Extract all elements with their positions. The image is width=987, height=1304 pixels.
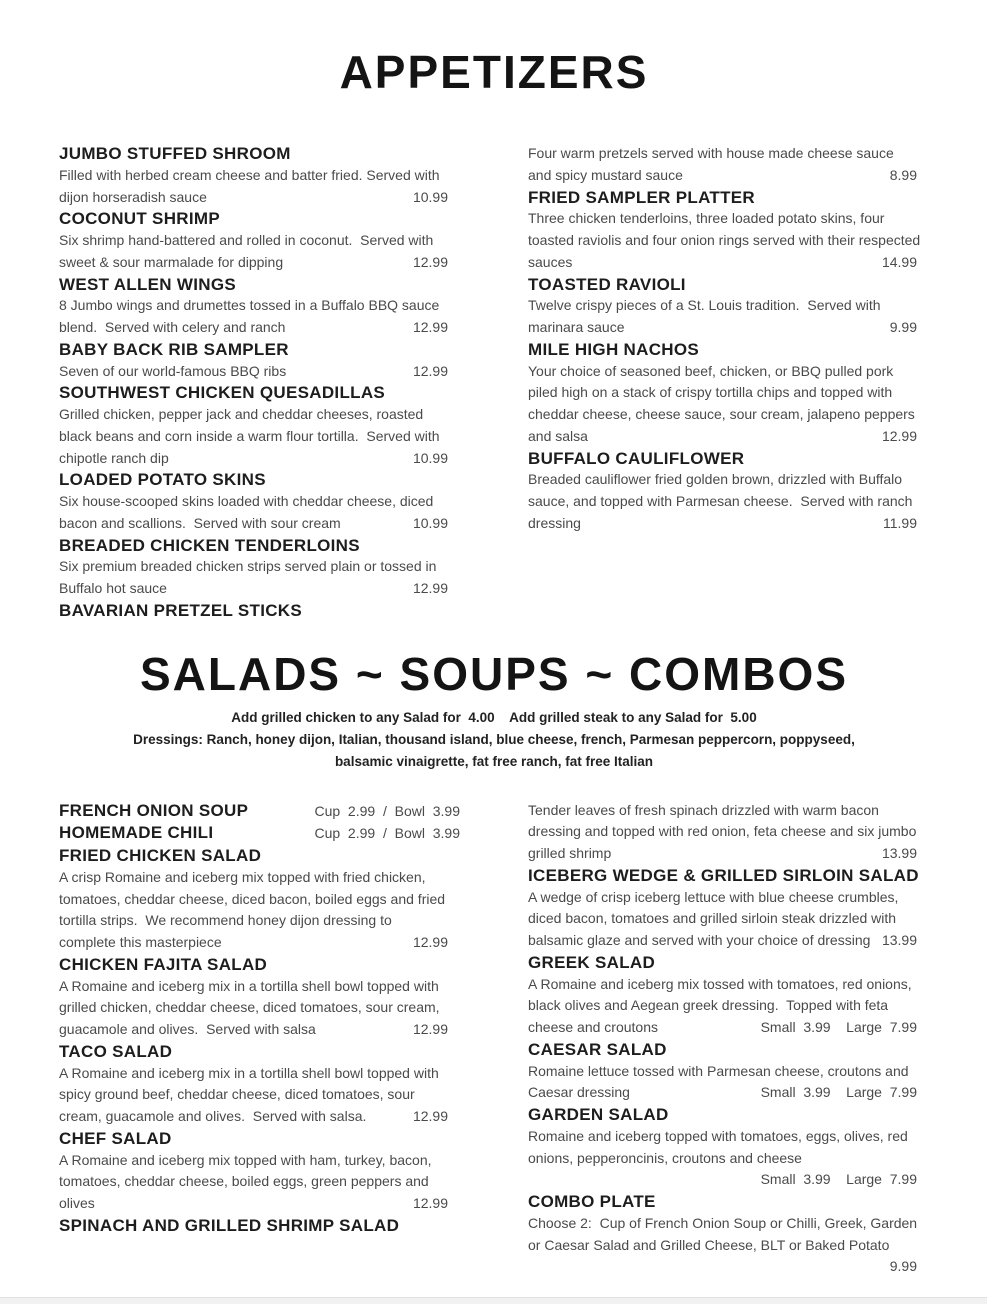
item-description-text: A wedge of crisp iceberg lettuce with blue cheese crumbles,	[528, 888, 899, 905]
item-description-line	[528, 208, 929, 230]
item-description-line	[528, 843, 929, 865]
page-bottom-strip	[0, 1297, 987, 1304]
item-description-text: Buffalo hot sauce	[59, 580, 167, 596]
item-price: 9.99	[889, 1258, 917, 1275]
menu-item	[59, 535, 460, 600]
item-description-text: Four warm pretzels served with house made cheese sauce	[528, 145, 894, 161]
item-description-line	[59, 932, 460, 954]
item-description-text: guacamole and olives. Served with salsa	[59, 1021, 316, 1037]
item-description-text: black beans and corn inside a warm flour tortilla. Served with	[59, 427, 440, 444]
item-description-line	[59, 1063, 460, 1085]
item-description-text: sweet & sour marmalade for dipping	[59, 253, 284, 270]
item-description-line	[59, 1106, 460, 1128]
item-description-line	[59, 187, 460, 209]
menu-item	[59, 1215, 460, 1237]
item-name: CHICKEN FAJITA SALAD	[59, 954, 268, 974]
item-heading	[59, 143, 460, 165]
item-description-text: A Romaine and iceberg mix in a tortilla shell bowl topped with	[59, 977, 439, 994]
item-name: CHEF SALAD	[59, 1128, 172, 1148]
item-description-text: piled high on a stack of crispy tortilla chips and topped with	[528, 384, 893, 401]
item-description-line	[59, 165, 460, 187]
item-description-text: onions, pepperoncinis, croutons and cheese	[528, 1149, 802, 1166]
item-description-line	[528, 930, 929, 952]
item-description-text: complete this masterpiece	[59, 934, 222, 950]
item-name: HOMEMADE CHILI	[59, 823, 214, 843]
item-heading	[528, 1191, 929, 1213]
menu-item	[528, 1039, 929, 1104]
item-name: CAESAR SALAD	[528, 1039, 667, 1059]
menu-column-right	[528, 143, 929, 622]
item-name: SPINACH AND GRILLED SHRIMP SALAD	[59, 1215, 400, 1235]
item-description-line	[59, 578, 460, 600]
item-description-line	[528, 1061, 929, 1083]
item-heading	[59, 382, 460, 404]
menu-item	[528, 274, 929, 339]
item-price: 12.99	[412, 934, 448, 950]
item-heading	[528, 339, 929, 361]
item-name: BUFFALO CAULIFLOWER	[528, 448, 745, 468]
item-heading	[59, 469, 460, 491]
item-price: 12.99	[412, 253, 448, 270]
item-description-line	[528, 513, 929, 535]
item-heading	[59, 845, 460, 867]
item-description-line	[59, 448, 460, 470]
menu-item	[59, 339, 460, 383]
item-price: 9.99	[889, 319, 917, 335]
item-name: FRIED CHICKEN SALAD	[59, 846, 262, 865]
item-name: BABY BACK RIB SAMPLER	[59, 339, 289, 359]
menu-item	[528, 448, 929, 535]
item-price: 12.99	[412, 319, 448, 335]
item-heading	[59, 339, 460, 361]
item-heading	[528, 1039, 929, 1061]
menu-column-left	[59, 143, 460, 622]
menu-item	[59, 143, 460, 208]
item-name: BREADED CHICKEN TENDERLOINS	[59, 535, 360, 555]
item-description-text: Tender leaves of fresh spinach drizzled with warm bacon	[528, 801, 879, 818]
item-description-line	[59, 295, 460, 317]
item-name: JUMBO STUFFED SHROOM	[59, 144, 291, 163]
item-heading	[59, 822, 460, 845]
item-heading	[528, 1104, 929, 1126]
item-description-line	[59, 1084, 460, 1106]
item-description-text: Breaded cauliflower fried golden brown, drizzled with Buffalo	[528, 471, 903, 488]
item-name: WEST ALLEN WINGS	[59, 274, 236, 294]
salads-title: SALADS ~ SOUPS ~ COMBOS	[139, 647, 848, 700]
item-price: Cup 2.99 / Bowl 3.99	[314, 802, 460, 819]
appetizers-columns	[59, 143, 929, 622]
item-description-line	[528, 382, 929, 404]
item-name: LOADED POTATO SKINS	[59, 470, 266, 490]
menu-item	[59, 845, 460, 954]
item-description-text: Six premium breaded chicken strips served plain or tossed in	[59, 558, 437, 575]
menu-item	[528, 339, 929, 448]
menu-item	[59, 1128, 460, 1215]
item-description-text: A Romaine and iceberg mix topped with ham, turkey, bacon,	[59, 1151, 432, 1168]
item-description-line	[528, 143, 929, 165]
menu-item	[528, 1191, 929, 1278]
item-description-text: toasted raviolis and four onion rings served with their respected	[528, 232, 921, 248]
item-description-line	[528, 469, 929, 491]
item-description-line	[528, 887, 929, 909]
item-description-text: Twelve crispy pieces of a St. Louis tradition. Served with	[528, 297, 881, 314]
item-description-line	[59, 426, 460, 448]
item-description-line	[59, 1193, 460, 1215]
item-name: COMBO PLATE	[528, 1192, 656, 1211]
item-description-text: 8 Jumbo wings and drumettes tossed in a Buffalo BBQ sauce	[59, 297, 440, 314]
item-description-text: tortilla strips. We recommend honey dijon dressing to	[59, 912, 392, 929]
item-description-line	[59, 889, 460, 911]
item-description-line	[528, 361, 929, 383]
item-description-line	[528, 230, 929, 252]
item-description-text: Your choice of seasoned beef, chicken, or BBQ pulled pork	[528, 362, 894, 379]
item-description-text: olives	[59, 1195, 95, 1211]
menu-item	[59, 822, 460, 845]
item-description-text: cheddar cheese, cheese sauce, sour cream, jalapeno peppers	[528, 406, 915, 422]
item-price: 12.99	[412, 1021, 448, 1037]
item-description-text: Three chicken tenderloins, three loaded potato skins, four	[528, 210, 885, 227]
item-description-line	[59, 976, 460, 998]
item-description-text: balsamic glaze and served with your choice of dressing	[528, 932, 871, 948]
item-description-text: Grilled chicken, pepper jack and cheddar cheeses, roasted	[59, 406, 424, 422]
item-price: 13.99	[881, 932, 917, 948]
item-description-text: or Caesar Salad and Grilled Cheese, BLT or Baked Potato	[528, 1236, 890, 1253]
item-heading	[59, 208, 460, 230]
item-description-text: bacon and scallions. Served with sour cream	[59, 514, 341, 531]
item-description-line	[59, 361, 460, 383]
menu-item	[59, 1041, 460, 1128]
menu-item	[59, 274, 460, 339]
item-description-line	[528, 821, 929, 843]
item-description-text: chipotle ranch dip	[59, 449, 169, 466]
item-description-line	[59, 317, 460, 339]
item-heading	[59, 274, 460, 296]
item-description-line	[528, 491, 929, 513]
item-heading	[59, 800, 460, 823]
item-heading	[528, 952, 929, 974]
item-description-line	[59, 867, 460, 889]
item-description-text: Filled with herbed cream cheese and batter fried. Served with	[59, 166, 440, 183]
item-description-line	[528, 165, 929, 187]
item-description-line	[528, 1082, 929, 1104]
menu-column-left	[59, 800, 460, 1279]
item-heading	[528, 187, 929, 209]
item-description-line	[59, 997, 460, 1019]
item-description-text: tomatoes, cheddar cheese, diced bacon, boiled eggs and fried	[59, 890, 446, 907]
item-price: 12.99	[412, 580, 448, 596]
item-description-line	[528, 800, 929, 822]
item-description-line	[528, 1169, 929, 1191]
item-description-line	[528, 1235, 929, 1257]
item-description-line	[528, 426, 929, 448]
item-description-text: Six shrimp hand-battered and rolled in coconut. Served with	[59, 232, 434, 248]
menu-column-right	[528, 800, 929, 1279]
item-heading	[59, 535, 460, 557]
item-heading	[59, 1128, 460, 1150]
item-name: GARDEN SALAD	[528, 1105, 669, 1124]
menu-item	[528, 1104, 929, 1191]
menu-item	[59, 208, 460, 273]
item-name: TOASTED RAVIOLI	[528, 274, 686, 294]
item-price: 12.99	[412, 362, 448, 379]
item-description-line	[59, 1150, 460, 1172]
appetizers-title: APPETIZERS	[339, 46, 649, 98]
item-price: Cup 2.99 / Bowl 3.99	[314, 825, 460, 842]
item-description-line	[59, 556, 460, 578]
item-description-line	[59, 252, 460, 274]
item-price: 12.99	[412, 1108, 448, 1124]
item-description-line	[528, 1213, 929, 1235]
item-price: Small 3.99 Large 7.99	[760, 1084, 917, 1101]
item-description-text: dijon horseradish sauce	[59, 188, 207, 205]
salads-columns	[59, 800, 929, 1279]
menu-item	[528, 187, 929, 274]
item-heading	[59, 600, 460, 622]
item-price: 10.99	[412, 449, 448, 466]
item-name: TACO SALAD	[59, 1041, 173, 1061]
item-name: MILE HIGH NACHOS	[528, 339, 700, 359]
item-description-text: dressing and topped with red onion, feta cheese and six jumbo	[528, 823, 917, 840]
item-price: 13.99	[881, 845, 917, 861]
item-heading	[59, 954, 460, 976]
menu-item	[59, 469, 460, 534]
item-description-line	[59, 513, 460, 535]
item-description-text: cheese and croutons	[528, 1019, 658, 1035]
appetizers-section	[59, 46, 929, 622]
item-description-line	[528, 1126, 929, 1148]
item-price: 10.99	[412, 188, 448, 205]
subtitle-line: Add grilled chicken to any Salad for 4.00 Add grilled steak to any Salad for 5.00	[231, 709, 757, 725]
item-description-text: Romaine and iceberg topped with tomatoes, eggs, olives, red	[528, 1127, 908, 1144]
salads-section	[59, 648, 929, 1279]
item-description-line	[528, 295, 929, 317]
item-description-text: Seven of our world-famous BBQ ribs	[59, 362, 287, 379]
subtitle-line: Dressings: Ranch, honey dijon, Italian, thousand island, blue cheese, french, Parmesan peppercorn, poppyseed,	[133, 731, 855, 747]
item-description-line	[59, 910, 460, 932]
item-name: COCONUT SHRIMP	[59, 209, 220, 229]
item-heading	[59, 1041, 460, 1063]
item-description-text: dressing	[528, 514, 581, 531]
item-description-text: A Romaine and iceberg mix in a tortilla shell bowl topped with	[59, 1064, 439, 1081]
item-description-text: A Romaine and iceberg mix tossed with tomatoes, red onions,	[528, 975, 912, 992]
item-description-text: diced bacon, tomatoes and grilled sirloin steak drizzled with	[528, 910, 897, 927]
item-description-line	[528, 1256, 929, 1278]
item-description-text: sauces	[528, 253, 573, 270]
item-heading	[528, 274, 929, 296]
item-description-text: and salsa	[528, 427, 588, 444]
menu-item	[528, 952, 929, 1039]
item-description-line	[59, 404, 460, 426]
item-price: 12.99	[881, 427, 917, 444]
item-description-line	[528, 252, 929, 274]
item-description-line	[528, 1148, 929, 1170]
item-description-text: tomatoes, cheddar cheese, boiled eggs, green peppers and	[59, 1173, 429, 1190]
item-description-text: Choose 2: Cup of French Onion Soup or Chilli, Greek, Garden	[528, 1214, 918, 1231]
item-name: ICEBERG WEDGE & GRILLED SIRLOIN SALAD	[528, 865, 919, 885]
menu-item	[59, 800, 460, 823]
item-name: GREEK SALAD	[528, 952, 656, 972]
item-description-text: grilled shrimp	[528, 845, 612, 861]
item-description-line	[59, 230, 460, 252]
item-description-text: cream, guacamole and olives. Served with salsa.	[59, 1108, 367, 1124]
item-description-text: black olives and Aegean greek dressing. Topped with feta	[528, 997, 889, 1014]
item-description-text: A crisp Romaine and iceberg mix topped with fried chicken,	[59, 868, 426, 885]
item-description-line	[528, 404, 929, 426]
menu-item	[59, 600, 460, 622]
item-name: FRIED SAMPLER PLATTER	[528, 187, 755, 207]
item-price: Small 3.99 Large 7.99	[760, 1019, 917, 1035]
item-price: 8.99	[889, 166, 917, 183]
menu-item	[528, 143, 929, 187]
item-heading	[528, 865, 929, 887]
item-price: 14.99	[881, 253, 917, 270]
item-heading	[528, 448, 929, 470]
item-name: FRENCH ONION SOUP	[59, 800, 249, 820]
item-description-text: Caesar dressing	[528, 1084, 630, 1101]
salads-subtitle	[59, 707, 929, 773]
item-description-text: Six house-scooped skins loaded with cheddar cheese, diced	[59, 493, 434, 509]
item-description-text: marinara sauce	[528, 319, 625, 335]
item-description-text: and spicy mustard sauce	[528, 166, 683, 183]
item-description-line	[528, 908, 929, 930]
menu-item	[59, 382, 460, 469]
menu-item	[528, 800, 929, 865]
item-price: 10.99	[412, 514, 448, 531]
item-name: SOUTHWEST CHICKEN QUESADILLAS	[59, 383, 386, 403]
item-description-line	[528, 317, 929, 339]
item-description-line	[528, 1017, 929, 1039]
item-description-line	[59, 1019, 460, 1041]
menu-item	[528, 865, 929, 952]
item-description-line	[528, 995, 929, 1017]
item-price: 11.99	[883, 514, 917, 531]
item-description-text: blend. Served with celery and ranch	[59, 319, 286, 335]
item-description-text: grilled chicken, cheddar cheese, diced tomatoes, sour cream,	[59, 999, 440, 1016]
item-description-line	[528, 974, 929, 996]
item-description-text: Romaine lettuce tossed with Parmesan cheese, croutons and	[528, 1062, 909, 1079]
subtitle-line: balsamic vinaigrette, fat free ranch, fat free Italian	[334, 753, 654, 769]
item-name: BAVARIAN PRETZEL STICKS	[59, 600, 303, 620]
item-description-line	[59, 491, 460, 513]
item-description-line	[59, 1171, 460, 1193]
item-description-text: sauce, and topped with Parmesan cheese. Served with ranch	[528, 493, 913, 509]
item-price: Small 3.99 Large 7.99	[760, 1171, 917, 1188]
item-description-text: spicy ground beef, cheddar cheese, diced tomatoes, sour	[59, 1086, 415, 1103]
menu-item	[59, 954, 460, 1041]
item-price: 12.99	[412, 1195, 448, 1211]
item-heading	[59, 1215, 460, 1237]
